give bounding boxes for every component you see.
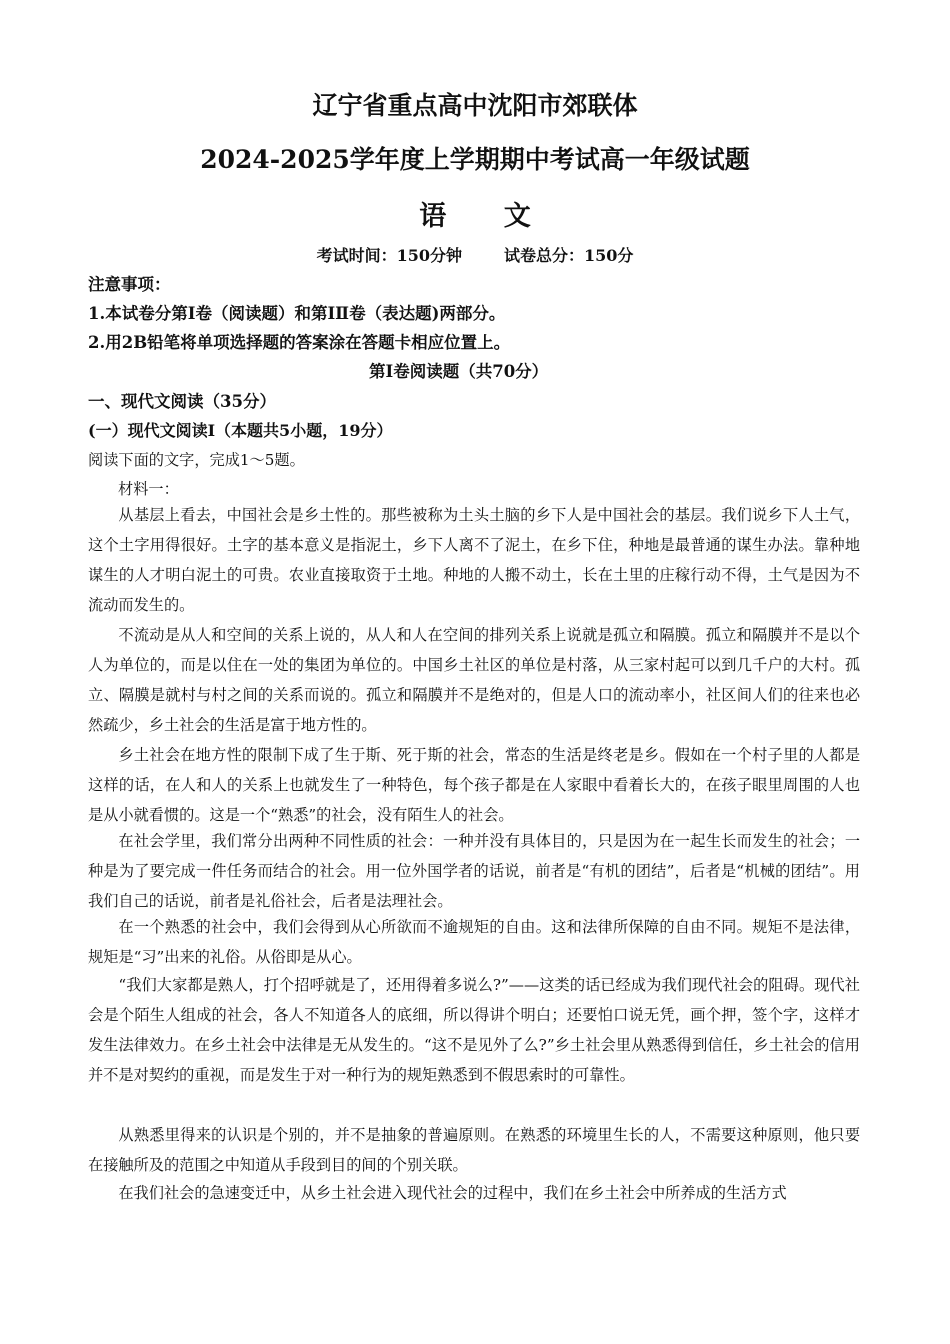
subject-title: 语 文 xyxy=(419,201,555,232)
paragraph-6: “我们大家都是熟人，打个招呼就是了，还用得着多说么?”——这类的话已经成为我们现代社会的阻碍。现代社会是个陌生人组成的社会，各人不知道各人的底细，所以得讲个明白；还要怕口说无凭，画个押，签个字，这样才发生法律效力。在乡土社会中法律是无从发生的。“这不是见外了么?”乡土社会里从熟悉得到信任，乡土社会的信用并不是对契约的重视，而是发生于对一种行为的规矩熟悉到不假思索时的可靠性。 xyxy=(88,976,860,1084)
paragraph-8: 在我们社会的急速变迁中，从乡土社会进入现代社会的过程中，我们在乡土社会中所养成的生活方式 xyxy=(118,1184,787,1202)
paragraph-4: 在社会学里，我们常分出两种不同性质的社会：一种并没有具体目的，只是因为在一起生长而发生的社会；一种是为了要完成一件任务而结合的社会。用一位外国学者的话说，前者是“有机的团结”，后者是“机械的团结”。用我们自己的话说，前者是礼俗社会，后者是法理社会。 xyxy=(88,832,860,910)
subsection1-title: (一）现代文阅读Ⅰ（本题共5小题，19分） xyxy=(88,421,393,440)
reading-instruction: 阅读下面的文字，完成1～5题。 xyxy=(88,451,305,469)
exam-time: 考试时间：150分钟 xyxy=(316,246,462,265)
exam-title: 2024-2025学年度上学期期中考试高一年级试题 xyxy=(200,145,750,174)
exam-info xyxy=(0,243,950,266)
material-label: 材料一： xyxy=(118,480,179,498)
paragraph-1: 从基层上看去，中国社会是乡土性的。那些被称为土头土脑的乡下人是中国社会的基层。我们说乡下人土气，这个土字用得很好。土字的基本意义是指泥土，乡下人离不了泥土，在乡下住，种地是最普通的谋生办法。靠种地谋生的人才明白泥土的可贵。农业直接取资于土地。种地的人搬不动土，长在土里的庄稼行动不得，土气是因为不流动而发生的。 xyxy=(88,506,860,614)
part1-title: 第Ⅰ卷阅读题（共70分） xyxy=(369,362,549,381)
notice-item-1: 1.本试卷分第Ⅰ卷（阅读题）和第ⅠⅡ卷（表达题)两部分。 xyxy=(88,304,506,323)
notice-item-2: 2.用2B铅笔将单项选择题的答案涂在答题卡相应位置上。 xyxy=(88,333,511,352)
exam-total-score: 试卷总分：150分 xyxy=(504,246,634,265)
section1-title: 一、现代文阅读（35分） xyxy=(88,392,276,411)
paragraph-7: 从熟悉里得来的认识是个别的，并不是抽象的普遍原则。在熟悉的环境里生长的人，不需要这种原则，他只要在接触所及的范围之中知道从手段到目的间的个别关联。 xyxy=(88,1126,860,1174)
paragraph-2: 不流动是从人和空间的关系上说的，从人和人在空间的排列关系上说就是孤立和隔膜。孤立和隔膜并不是以个人为单位的，而是以住在一处的集团为单位的。中国乡土社区的单位是村落，从三家村起可以到几千户的大村。孤立、隔膜是就村与村之间的关系而说的。孤立和隔膜并不是绝对的，但是人口的流动率小，社区间人们的往来也必然疏少，乡土社会的生活是富于地方性的。 xyxy=(88,626,860,734)
paragraph-3: 乡土社会在地方性的限制下成了生于斯、死于斯的社会，常态的生活是终老是乡。假如在一个村子里的人都是这样的话，在人和人的关系上也就发生了一种特色，每个孩子都是在人家眼中看着长大的，在孩子眼里周围的人也是从小就看惯的。这是一个“熟悉”的社会，没有陌生人的社会。 xyxy=(88,746,860,824)
paragraph-5: 在一个熟悉的社会中，我们会得到从心所欲而不逾规矩的自由。这和法律所保障的自由不同。规矩不是法律，规矩是“习”出来的礼俗。从俗即是从心。 xyxy=(88,918,860,966)
school-title: 辽宁省重点高中沈阳市郊联体 xyxy=(312,91,638,120)
notice-heading: 注意事项： xyxy=(88,275,171,294)
